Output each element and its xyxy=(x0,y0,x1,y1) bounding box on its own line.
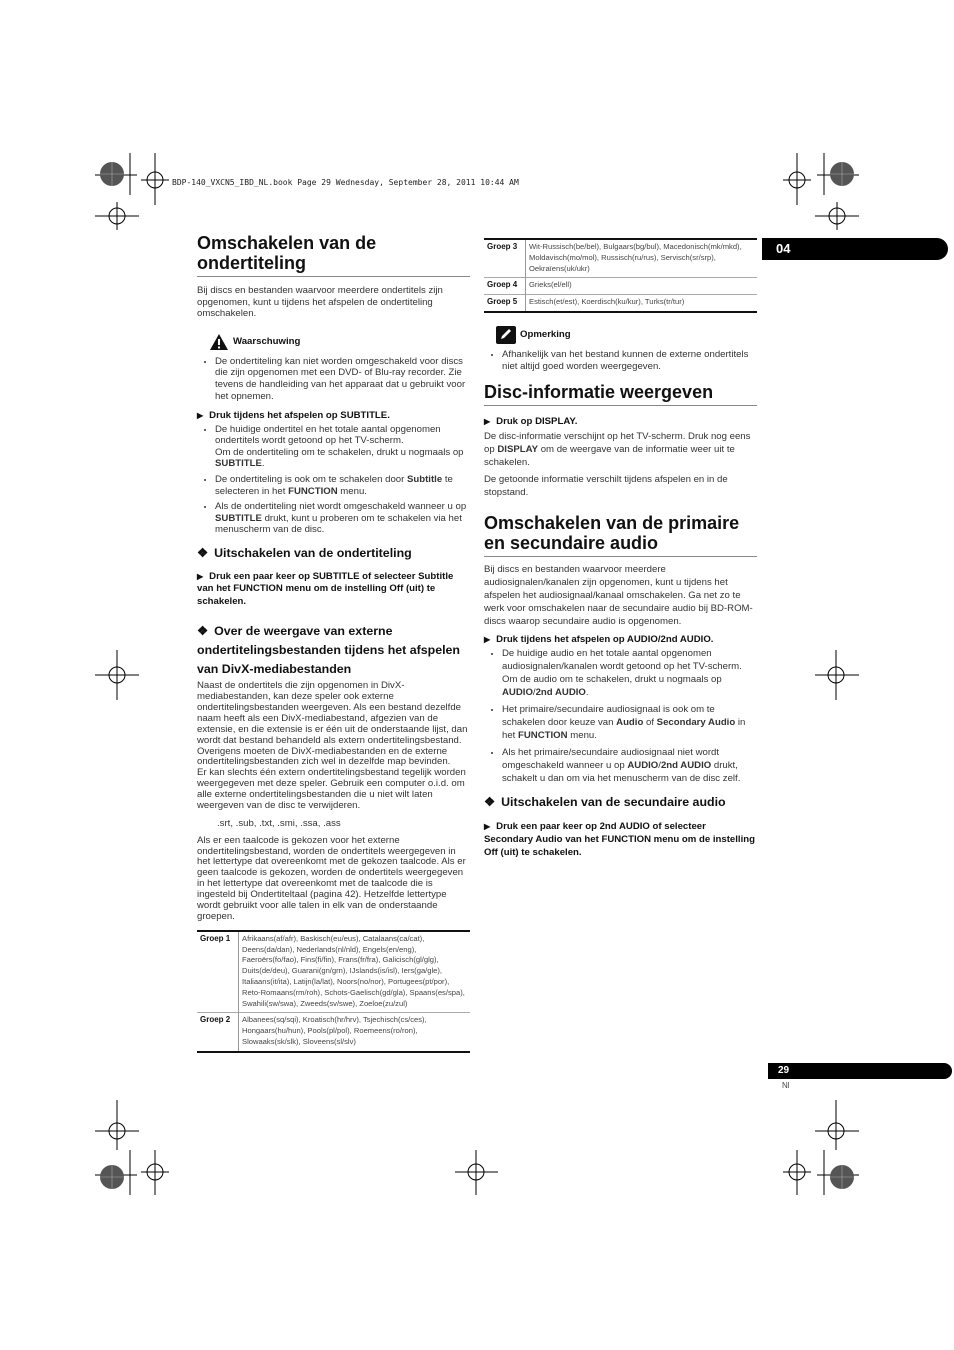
extension-list: .srt, .sub, .txt, .smi, .ssa, .ass xyxy=(217,818,341,829)
bullet-key: FUNCTION xyxy=(288,485,338,497)
list-item: • Afhankelijk van het bestand kunnen de externe ondertitels niet altijd goed worden weergegeven. xyxy=(502,349,757,372)
intro-paragraph: Bij discs en bestanden waarvoor meerdere ondertitels zijn opgenomen, kunt u tijdens het afspelen de ondertiteling omschakelen. xyxy=(197,285,443,320)
divx-paragraph-3: Als er een taalcode is gekozen voor het externe ondertitelingsbestand, worden de ondertitels weergegeven in het lettertype dat overeenkomt met de gekozen taalcode. Als er geen taalcode is gekozen, worden de ondertitels weergegeven in het lettertype dat overeenkomt met de taalcode die is ingesteld bij Ondertiteltaal (pagina 42). Hetzelfde lettertype wordt gebruikt voor alle talen in elk van de onderstaande groepen. xyxy=(197,834,466,922)
subtitle-bullets xyxy=(197,424,470,536)
step-display xyxy=(484,416,757,428)
language-code: Nl xyxy=(782,1081,790,1090)
group-name: Groep 5 xyxy=(484,295,526,312)
bullet-text: / xyxy=(658,759,661,771)
group-langs: Albanees(sq/sqi), Kroatisch(hr/hrv), Tsjechisch(cs/ces), Hongaars(hu/hun), Pools(pl/pol), Roemeens(ro/ron), Slowaaks(sk/slk), Sloveens(sl/slv) xyxy=(242,1015,427,1047)
warning-heading xyxy=(209,332,470,352)
step-arrow-icon: ▶ xyxy=(197,571,204,581)
bullet-text: of xyxy=(643,716,657,728)
step-arrow-icon: ▶ xyxy=(484,821,491,831)
file-info-header: BDP-140_VXCN5_IBD_NL.book Page 29 Wednesday, September 28, 2011 10:44 AM xyxy=(172,178,519,187)
right-column xyxy=(484,238,757,859)
divx-paragraph-2: Er kan slechts één extern ondertitelingsbestand tegelijk worden weergegeven met deze speler. Gebruik een computer o.i.d. om alle externe ondertitelingsbestanden die u niet wilt laten weergeven van de disc te verwijderen. xyxy=(197,767,466,812)
bullet-text: drukt, kunt u proberen om te schakelen via het menuscherm van de disc. xyxy=(215,512,462,536)
divx-paragraph-1: Naast de ondertitels die zijn opgenomen in DivX-mediabestanden, kan deze speler ook externe ondertitelingsbestanden weergeven. Als een bestand dezelfde naam heeft als een DivX-mediabestand, afgezien van de extensie, en die extensie is er één uit de onderstaande lijst, dan wordt dat bestand behandeld als extern ondertitelingsbestand. Overigens moeten de DivX-mediabestanden en de externe ondertitelingsbestanden zich wel in dezelfde map bevinden. xyxy=(197,680,468,768)
bullet-text: Als de ondertiteling niet wordt omgeschakeld wanneer u op xyxy=(215,501,467,513)
warning-title: Waarschuwing xyxy=(233,336,301,348)
bullet-key: AUDIO xyxy=(502,686,533,698)
bullet-key: AUDIO xyxy=(627,759,659,771)
section-title-audio: Omschakelen van de primaire en secundaire audio xyxy=(484,513,757,557)
group-name: Groep 3 xyxy=(484,239,526,278)
subsection-title-subtitle-off xyxy=(197,544,470,563)
step-text: Druk tijdens het afspelen op AUDIO/2nd AUDIO. xyxy=(496,633,714,645)
section-title-disc-info: Disc-informatie weergeven xyxy=(484,382,757,406)
subsection-title-secondary-off xyxy=(484,793,757,812)
step-audio xyxy=(484,634,757,646)
bullet-key: SUBTITLE xyxy=(215,512,262,524)
page-number: 29 xyxy=(768,1063,952,1079)
diamond-icon: ❖ xyxy=(197,624,209,639)
note-heading xyxy=(496,325,757,345)
list-item xyxy=(215,501,470,536)
disc-paragraph-1 xyxy=(484,430,757,469)
list-item xyxy=(215,474,470,497)
bullet-text: Om de ondertiteling om te schakelen, drukt u nogmaals op xyxy=(215,446,464,458)
table-row xyxy=(484,295,757,312)
bullet-key: Audio xyxy=(616,716,644,728)
diamond-icon: ❖ xyxy=(484,794,496,809)
step-text: Druk een paar keer op 2nd AUDIO of selecteer Secondary Audio van het FUNCTION menu om de instelling Off (uit) te schakelen. xyxy=(484,820,755,858)
step-text: Druk op DISPLAY. xyxy=(496,416,578,428)
language-group-table-1 xyxy=(197,930,470,1053)
subsection-text: Over de weergave van externe ondertitelingsbestanden tijdens het afspelen van DivX-mediabestanden xyxy=(197,624,460,677)
step-subtitle xyxy=(197,410,470,422)
group-langs: Afrikaans(af/afr), Baskisch(eu/eus), Catalaans(ca/cat), Deens(da/dan), Nederlands(nl/nld), Engels(en/eng), Faeroërs(fo/fao), Fins(fi/fin), Frans(fr/fra), Galicisch(gl/glg), Duits(de/deu), Guarani(gn/grn), IJslands(is/isl), Iers(ga/gle), Italiaans(it/ita), Latijn(la/lat), Noors(no/nor), Portugees(pt/por), Reto-Romaans(rm/roh), Schots-Gaelisch(gd/gla), Spaans(es/spa), Swahili(sw/swa), Zweeds(sv/swe), Zoeloe(zu/zul) xyxy=(242,933,465,1008)
language-group-table-2 xyxy=(484,238,757,313)
bullet-text: menu. xyxy=(337,485,367,497)
step-arrow-icon: ▶ xyxy=(197,411,204,421)
bullet-text: De huidige ondertitel en het totale aantal opgenomen ondertitels wordt getoond op het TV-scherm. xyxy=(215,423,441,447)
group-langs: Grieks(el/ell) xyxy=(529,280,572,290)
bullet-key: FUNCTION xyxy=(518,729,568,741)
audio-bullets xyxy=(484,647,757,785)
section-title-subtitles: Omschakelen van de ondertiteling xyxy=(197,233,470,277)
table-row xyxy=(197,931,470,1013)
bullet-text: menu. xyxy=(567,729,597,741)
note-list xyxy=(484,349,757,372)
bullet-text: te selecteren in het xyxy=(215,473,453,497)
paragraph-key: DISPLAY xyxy=(497,443,539,455)
group-name: Groep 2 xyxy=(197,1013,239,1052)
bullet-key: Secondary Audio xyxy=(656,716,736,728)
group-name: Groep 4 xyxy=(484,278,526,295)
audio-intro: Bij discs en bestanden waarvoor meerdere audiosignalen/kanalen zijn opgenomen, kunt u tijdens het afspelen het audiosignaal/kanaal omschakelen. Ga net zo te werk voor omschakelen naar de secundaire audio bij BD-ROM-discs waarop secundaire audio is opgenomen. xyxy=(484,563,753,627)
step-arrow-icon: ▶ xyxy=(484,634,491,644)
bullet-key: SUBTITLE xyxy=(215,458,262,470)
step-text: Druk tijdens het afspelen op SUBTITLE. xyxy=(209,410,390,422)
step-subtitle-off xyxy=(197,571,470,608)
chapter-tab: 04 xyxy=(762,238,948,260)
diamond-icon: ❖ xyxy=(197,545,209,560)
bullet-key: Subtitle xyxy=(406,473,443,485)
list-item xyxy=(215,424,470,470)
warning-list xyxy=(197,356,470,402)
disc-paragraph-2: De getoonde informatie verschilt tijdens afspelen en in de stopstand. xyxy=(484,473,728,498)
bullet-text: . xyxy=(585,686,589,698)
list-item xyxy=(502,703,757,742)
bullet-text: Als het primaire/secundaire audiosignaal niet wordt omgeschakeld wanneer u op xyxy=(502,746,720,771)
bullet-text: De huidige audio en het totale aantal opgenomen audiosignalen/kanalen wordt getoond op het TV-scherm. xyxy=(502,647,742,672)
paragraph-text: De disc-informatie verschijnt op het TV-scherm. Druk nog eens op xyxy=(484,430,751,455)
step-arrow-icon: ▶ xyxy=(484,417,491,427)
group-langs: Wit-Russisch(be/bel), Bulgaars(bg/bul), Macedonisch(mk/mkd), Moldavisch(mo/mol), Russisch(ru/rus), Servisch(sr/srp), Oekraïens(uk/ukr) xyxy=(529,242,742,273)
bullet-key: 2nd AUDIO xyxy=(535,686,586,698)
subsection-title-divx xyxy=(197,622,470,679)
subsection-text: Uitschakelen van de ondertiteling xyxy=(214,545,412,560)
note-pencil-icon xyxy=(496,326,516,344)
note-title: Opmerking xyxy=(520,329,571,341)
subsection-text: Uitschakelen van de secundaire audio xyxy=(501,794,726,809)
warning-icon xyxy=(209,333,229,351)
bullet-text: . xyxy=(261,458,265,470)
table-row xyxy=(197,1013,470,1052)
step-secondary-off xyxy=(484,820,757,859)
list-item: • De ondertiteling kan niet worden omgeschakeld voor discs die zijn opgenomen met een DVD- of Blu-ray recorder. Zie tevens de handleiding van het apparaat dat u gebruikt voor het opnemen. xyxy=(215,356,470,402)
left-column xyxy=(197,233,470,1053)
group-langs: Estisch(et/est), Koerdisch(ku/kur), Turks(tr/tur) xyxy=(529,297,685,307)
table-row xyxy=(484,278,757,295)
bullet-text: Het primaire/secundaire audiosignaal is ook om te schakelen door keuze van xyxy=(502,703,715,728)
bullet-text: drukt, schakelt u dan om via het menuscherm van de disc zelf. xyxy=(502,759,741,784)
bullet-text: De ondertiteling is ook om te schakelen door xyxy=(215,473,407,485)
bullet-key: 2nd AUDIO xyxy=(660,759,712,771)
bullet-text: / xyxy=(532,686,536,698)
paragraph-text: om de weergave van de informatie weer uit te schakelen. xyxy=(484,443,735,468)
table-row xyxy=(484,239,757,278)
group-name: Groep 1 xyxy=(197,931,239,1013)
list-item xyxy=(502,647,757,699)
bullet-text: in het xyxy=(502,716,746,741)
step-text: Druk een paar keer op SUBTITLE of selecteer Subtitle van het FUNCTION menu om de instelling Off (uit) te schakelen. xyxy=(197,570,454,607)
list-item xyxy=(502,746,757,785)
bullet-text: Om de audio om te schakelen, drukt u nogmaals op xyxy=(502,673,722,685)
